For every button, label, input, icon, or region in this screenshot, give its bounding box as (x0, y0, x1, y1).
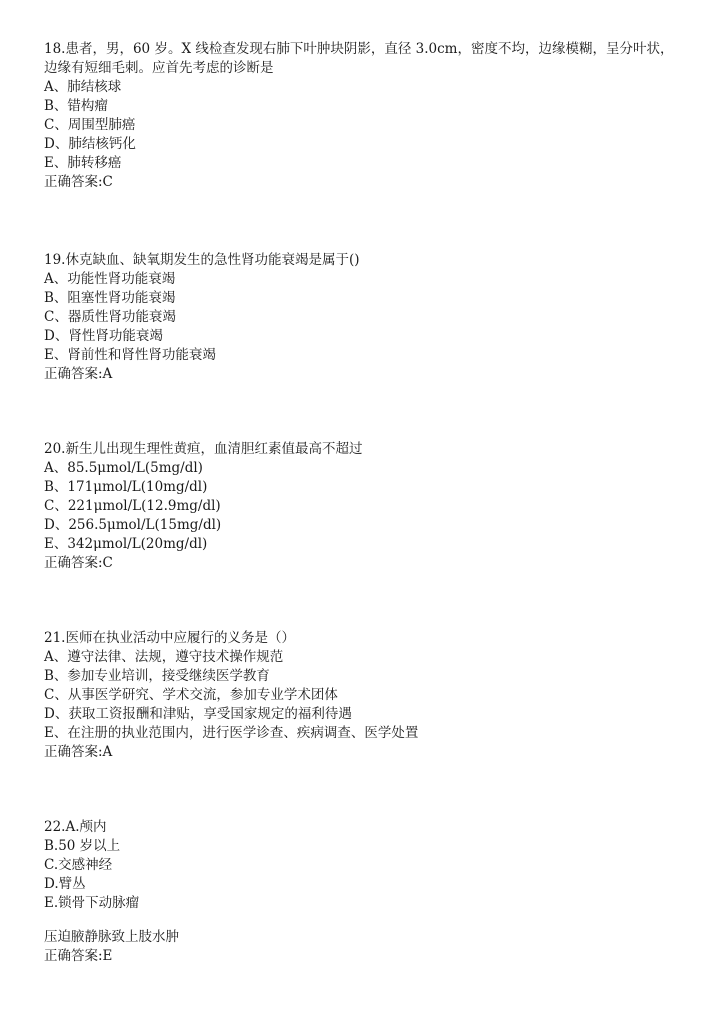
option-d: D、肾性肾功能衰竭 (44, 328, 163, 344)
option-e: E、342μmol/L(20mg/dl) (44, 536, 208, 552)
option-a: A、肺结核球 (44, 79, 122, 95)
option-a: A、85.5μmol/L(5mg/dl) (44, 460, 203, 476)
option-d: D.臂丛 (44, 876, 86, 892)
answer: 正确答案:A (44, 366, 113, 382)
question-stem: 18.患者，男，60 岁。X 线检查发现右肺下叶肿块阴影，直径 3.0cm，密度不均，边缘模糊，呈分叶状，边缘有短细毛刺。应首先考虑的诊断是 (44, 41, 674, 76)
option-e: E、肺转移癌 (44, 155, 122, 171)
sub-question-stem: 压迫腋静脉致上肢水肿 (44, 929, 179, 945)
option-c: C、从事医学研究、学术交流，参加专业学术团体 (44, 687, 338, 703)
answer: 正确答案:E (44, 948, 113, 964)
option-d: D、256.5μmol/L(15mg/dl) (44, 517, 222, 533)
question-22 (44, 818, 684, 966)
option-e: E、在注册的执业范围内，进行医学诊查、疾病调查、医学处置 (44, 725, 419, 741)
option-b: B、阻塞性肾功能衰竭 (44, 290, 176, 306)
question-20 (44, 440, 684, 573)
option-c: C.交感神经 (44, 857, 113, 873)
spacer (44, 913, 684, 928)
question-18 (44, 40, 684, 192)
answer: 正确答案:C (44, 174, 113, 190)
answer: 正确答案:A (44, 744, 113, 760)
option-a: A、遵守法律、法规，遵守技术操作规范 (44, 649, 284, 665)
option-c: C、周围型肺癌 (44, 117, 136, 133)
option-c: C、器质性肾功能衰竭 (44, 309, 176, 325)
question-stem: 19.休克缺血、缺氧期发生的急性肾功能衰竭是属于() (44, 252, 360, 268)
option-d: D、肺结核钙化 (44, 136, 136, 152)
question-19 (44, 251, 684, 384)
option-b: B.50 岁以上 (44, 838, 121, 854)
option-e: E.锁骨下动脉瘤 (44, 895, 140, 911)
question-stem: 21.医师在执业活动中应履行的义务是（） (44, 630, 295, 646)
option-e: E、肾前性和肾性肾功能衰竭 (44, 347, 216, 363)
question-21 (44, 629, 684, 762)
option-b: B、参加专业培训，接受继续医学教育 (44, 668, 270, 684)
option-a: A、功能性肾功能衰竭 (44, 271, 176, 287)
option-b: B、错构瘤 (44, 98, 108, 114)
question-stem: 20.新生儿出现生理性黄疸，血清胆红素值最高不超过 (44, 441, 363, 457)
option-b: B、171μmol/L(10mg/dl) (44, 479, 208, 495)
option-d: D、获取工资报酬和津贴，享受国家规定的福利待遇 (44, 706, 352, 722)
question-stem: 22.A.颅内 (44, 819, 107, 835)
answer: 正确答案:C (44, 555, 113, 571)
option-c: C、221μmol/L(12.9mg/dl) (44, 498, 221, 514)
